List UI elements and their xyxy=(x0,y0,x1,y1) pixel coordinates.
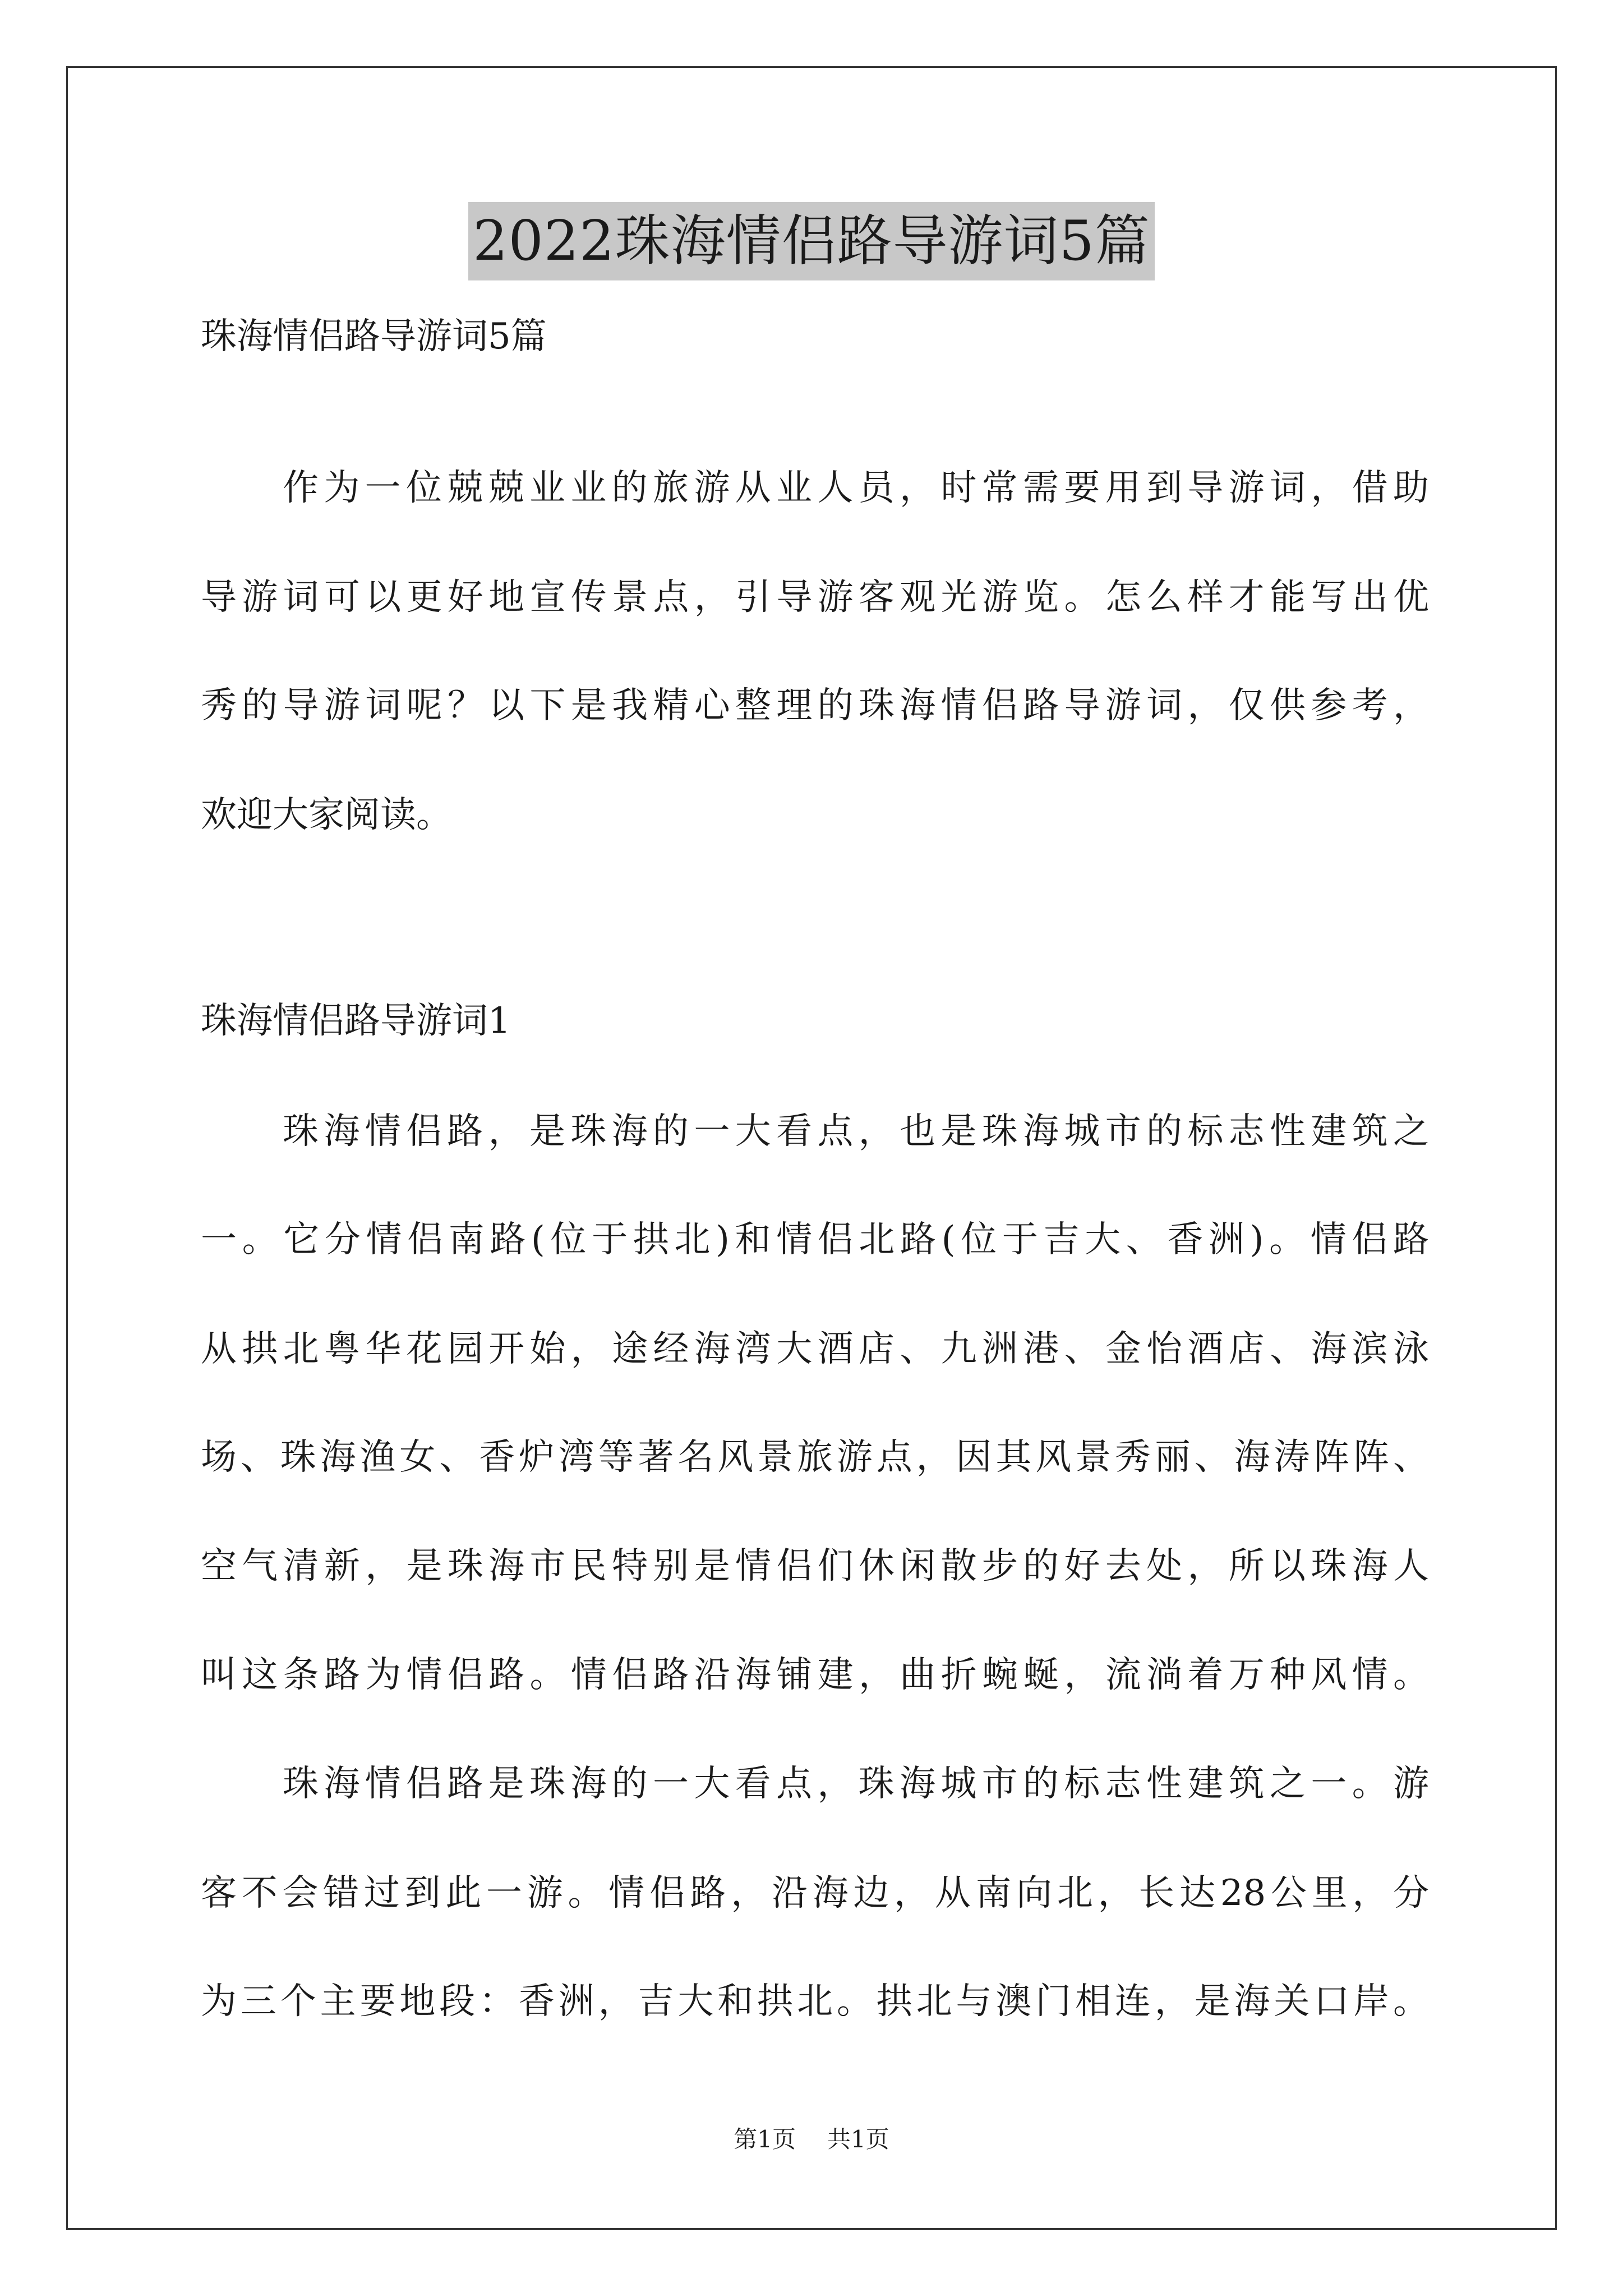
paragraph-line: 珠海情侣路，是珠海的一大看点，也是珠海城市的标志性建筑之 xyxy=(283,1111,1429,1152)
paragraph-line: 空气清新，是珠海市民特别是情侣们休闲散步的好去处，所以珠海人 xyxy=(201,1545,1429,1587)
title-container xyxy=(0,202,1623,280)
paragraph-line: 场、珠海渔女、香炉湾等著名风景旅游点，因其风景秀丽、海涛阵阵、 xyxy=(201,1437,1429,1478)
intro-line: 作为一位兢兢业业的旅游从业人员，时常需要用到导游词，借助 xyxy=(283,467,1429,509)
intro-line: 导游词可以更好地宣传景点，引导游客观光游览。怎么样才能写出优 xyxy=(201,577,1429,618)
paragraph-line: 为三个主要地段：香洲，吉大和拱北。拱北与澳门相连，是海关口岸。 xyxy=(201,1981,1429,2022)
paragraph-line: 珠海情侣路是珠海的一大看点，珠海城市的标志性建筑之一。游 xyxy=(283,1763,1429,1805)
page-number: 第1页 xyxy=(734,2125,796,2153)
total-pages: 共1页 xyxy=(827,2125,889,2153)
paragraph-line: 从拱北粤华花园开始，途经海湾大酒店、九洲港、金怡酒店、海滨泳 xyxy=(201,1328,1429,1370)
page-footer xyxy=(0,2123,1623,2156)
paragraph-line: 一。它分情侣南路(位于拱北)和情侣北路(位于吉大、香洲)。情侣路 xyxy=(201,1219,1429,1260)
paragraph-line: 叫这条路为情侣路。情侣路沿海铺建，曲折蜿蜒，流淌着万种风情。 xyxy=(201,1654,1429,1696)
section-heading: 珠海情侣路导游词1 xyxy=(201,1000,511,1042)
intro-line: 欢迎大家阅读。 xyxy=(201,794,452,836)
intro-line: 秀的导游词呢？以下是我精心整理的珠海情侣路导游词，仅供参考， xyxy=(201,685,1429,726)
paragraph-line: 客不会错过到此一游。情侣路，沿海边，从南向北，长达28公里，分 xyxy=(201,1872,1429,1914)
document-title: 2022珠海情侣路导游词5篇 xyxy=(468,202,1155,280)
document-subtitle: 珠海情侣路导游词5篇 xyxy=(201,316,547,357)
